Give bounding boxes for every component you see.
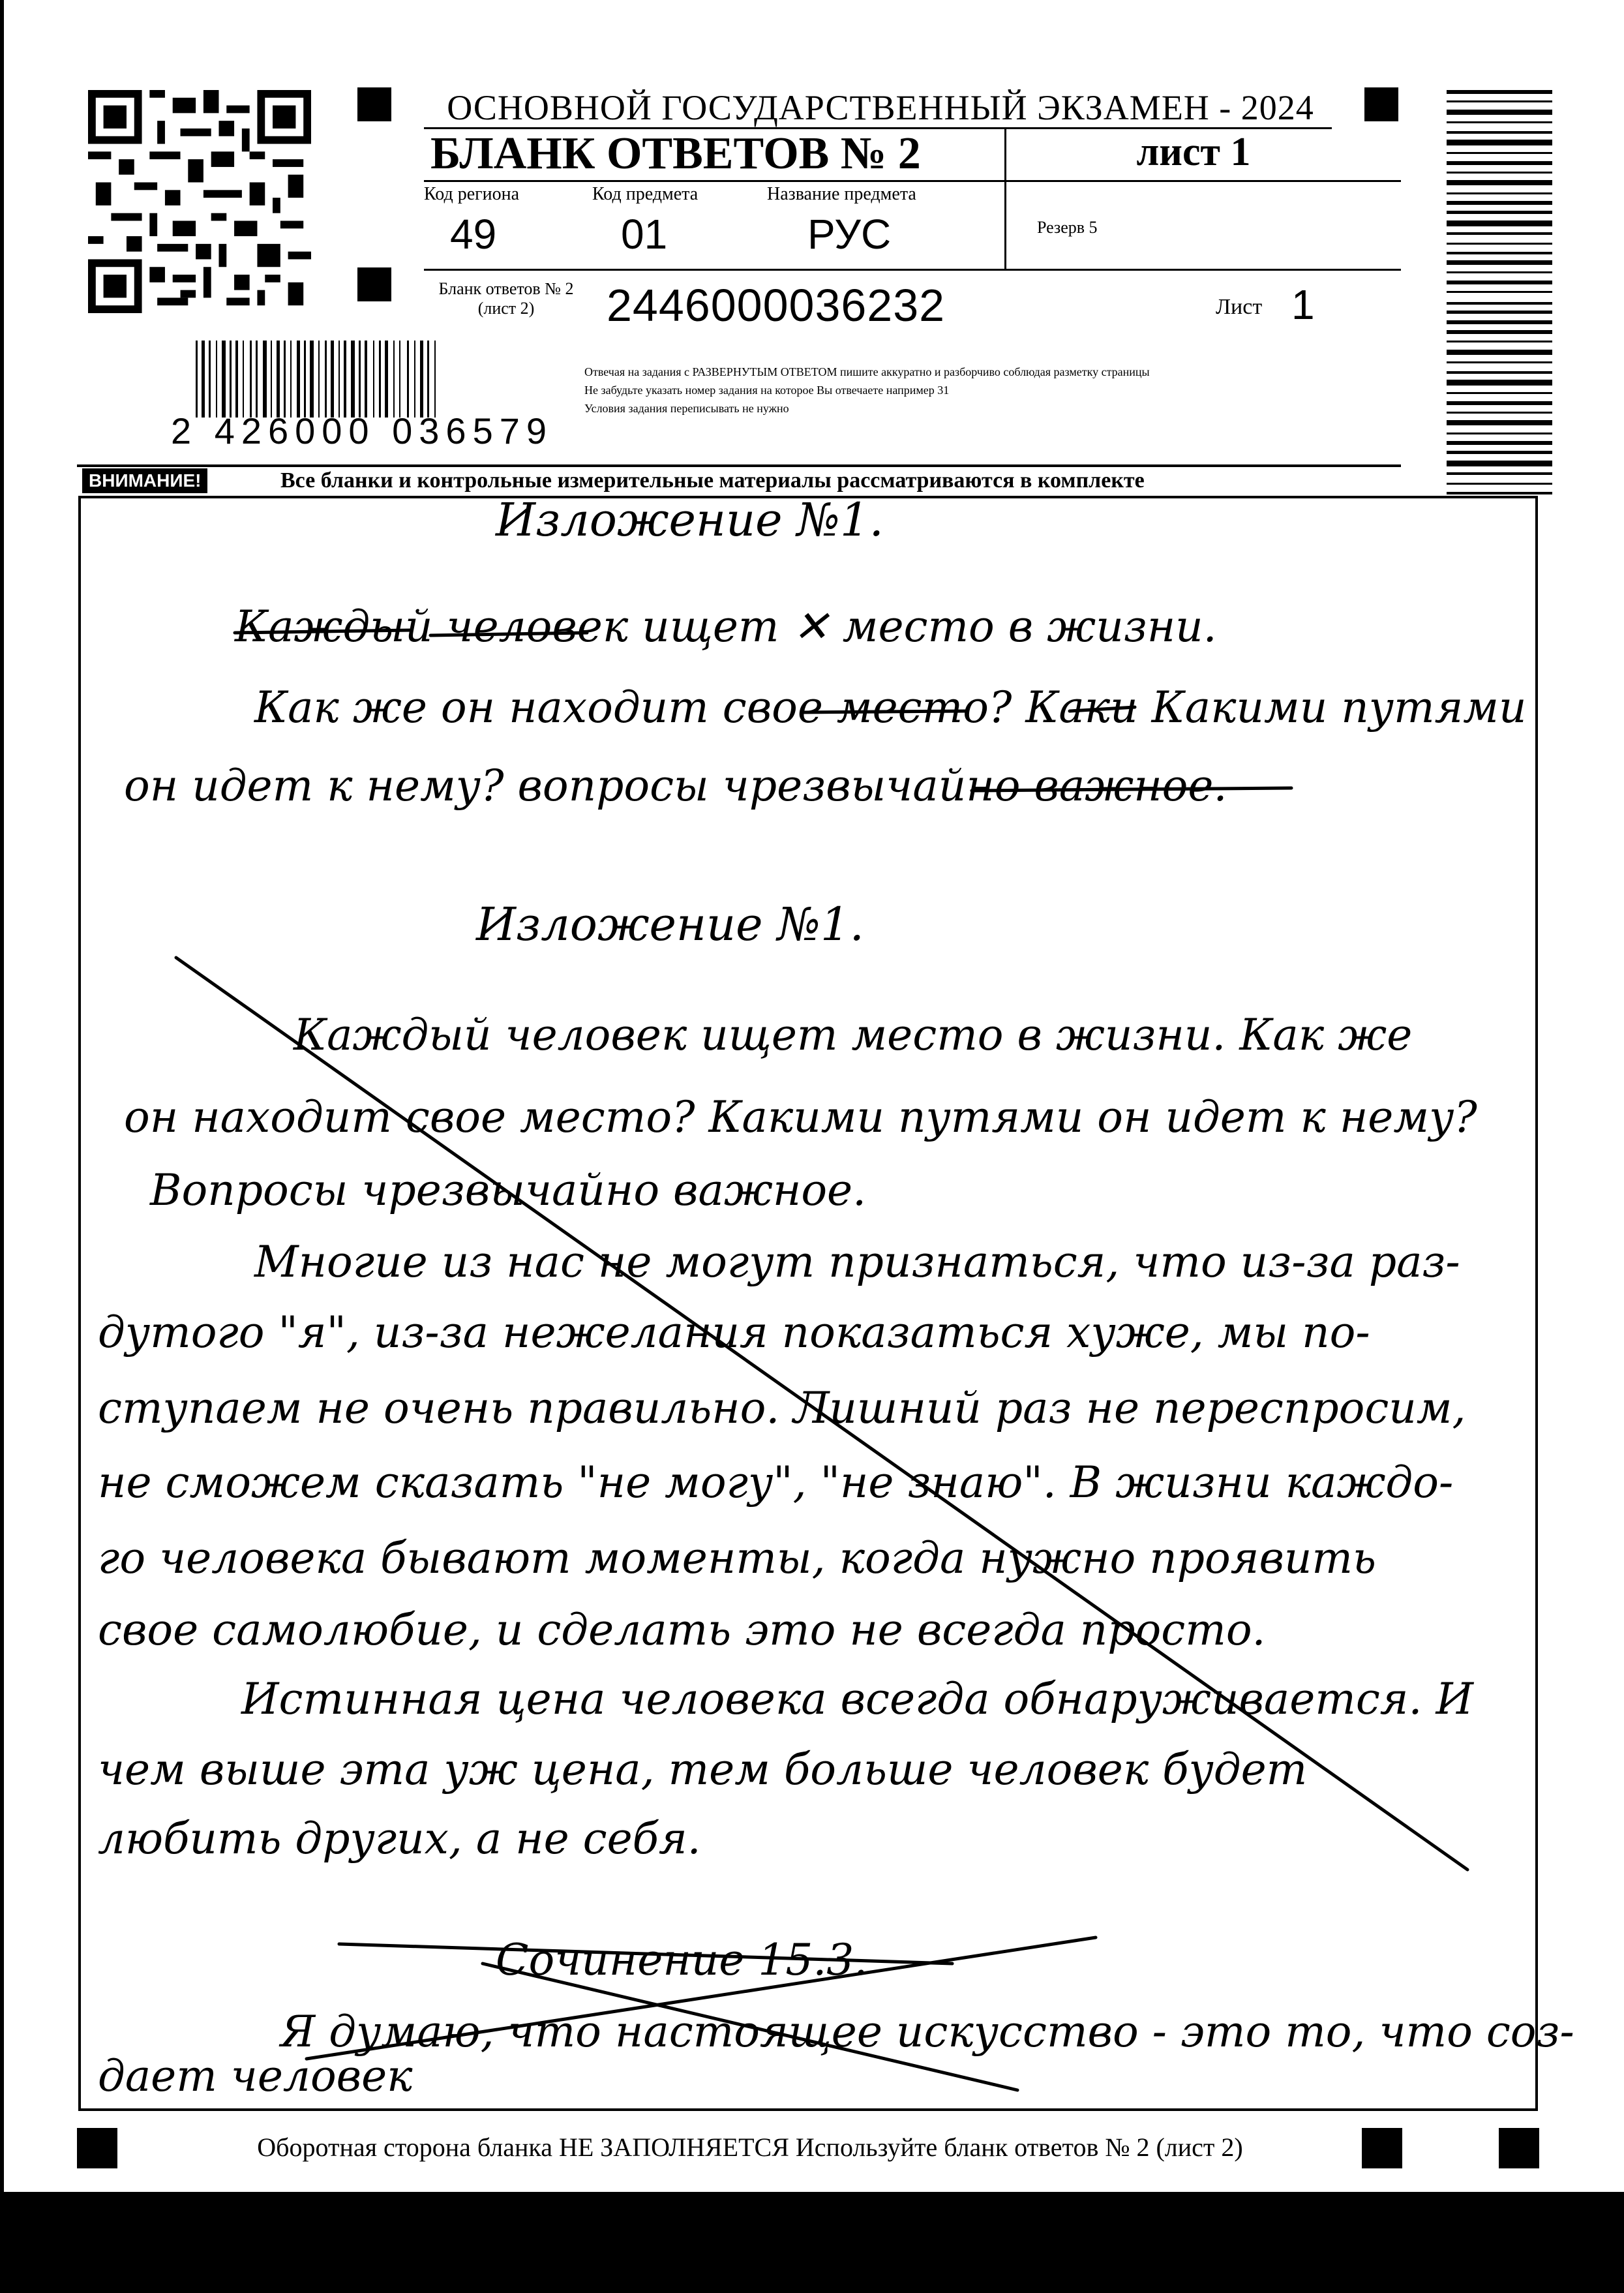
- instruction-line: Отвечая на задания с РАЗВЕРНУТЫМ ОТВЕТОМ пишите аккуратно и разборчиво соблюдая разметку страницы: [584, 365, 1150, 378]
- barcode-bar: [331, 341, 334, 418]
- barcode-bar: [1447, 90, 1552, 94]
- barcode-bar: [393, 341, 395, 418]
- barcode-bar: [420, 341, 423, 418]
- barcode-bar: [407, 341, 409, 418]
- barcode-bar: [1447, 131, 1552, 134]
- registration-mark: [357, 267, 391, 301]
- form-title-divider: [1004, 128, 1006, 269]
- handwritten-line: Многие из нас не могут признаться, что из-за раз-: [254, 1237, 1460, 1287]
- side-barcode: [1447, 90, 1552, 497]
- barcode-bar: [1447, 311, 1552, 314]
- handwritten-line: Изложение №1.: [476, 898, 864, 951]
- attention-badge: ВНИМАНИЕ!: [82, 468, 207, 493]
- barcode-bar: [1447, 291, 1552, 293]
- barcode-bar: [1447, 281, 1552, 284]
- row-line: [424, 180, 1401, 182]
- barcode-bar: [399, 341, 400, 418]
- barcode-bar: [414, 341, 415, 418]
- barcode-bar: [1447, 110, 1552, 115]
- qr-code: [83, 90, 316, 313]
- subject-name-value: РУС: [807, 211, 892, 258]
- barcode-bar: [222, 341, 226, 418]
- instruction-line: Условия задания переписывать не нужно: [584, 402, 789, 415]
- scan-left-edge: [0, 0, 4, 2192]
- barcode-bar: [1447, 121, 1552, 123]
- region-label: Код региона: [424, 184, 520, 204]
- barcode-bar: [379, 341, 381, 418]
- barcode-number: 2 426000 036579: [171, 410, 553, 451]
- barcode-bar: [256, 341, 258, 418]
- sheet-title: лист 1: [1136, 130, 1251, 174]
- barcode-bar: [338, 341, 340, 418]
- barcode-bar: [427, 341, 429, 418]
- barcode-bar: [230, 341, 232, 418]
- form-title: БЛАНК ОТВЕТОВ № 2: [430, 129, 921, 179]
- barcode-bar: [373, 341, 374, 418]
- attention-text: Все бланки и контрольные измерительные материалы рассматриваются в комплекте: [280, 468, 1145, 493]
- barcode-bar: [1447, 483, 1552, 485]
- instruction-line: Не забудьте указать номер задания на которое Вы отвечаете например 31: [584, 384, 950, 397]
- barcode: [196, 341, 535, 418]
- handwritten-line: не сможем сказать "не могу", "не знаю". В жизни каждо-: [98, 1457, 1454, 1508]
- sheet-label: Лист: [1216, 295, 1263, 319]
- reserve-label: Резерв 5: [1037, 218, 1098, 237]
- subject-code-value: 01: [621, 211, 668, 258]
- barcode-bar: [1447, 243, 1552, 245]
- handwritten-line: любить других, а не себя.: [98, 1814, 701, 1864]
- barcode-bar: [1447, 201, 1552, 205]
- barcode-bar: [365, 341, 367, 418]
- barcode-bar: [202, 341, 205, 418]
- barcode-bar: [263, 341, 267, 418]
- barcode-bar: [1447, 371, 1552, 374]
- barcode-bar: [1447, 211, 1552, 214]
- barcode-bar: [344, 341, 346, 418]
- barcode-bar: [318, 341, 320, 418]
- scan-border: [0, 2192, 1624, 2293]
- barcode-bar: [1447, 472, 1552, 475]
- handwritten-line: дутого "я", из-за нежелания показаться хуже, мы по-: [98, 1307, 1370, 1358]
- barcode-bar: [1447, 420, 1552, 425]
- barcode-bar: [243, 341, 244, 418]
- barcode-bar: [216, 341, 217, 418]
- registration-mark: [1499, 2128, 1539, 2168]
- handwritten-line: Вопросы чрезвычайно важное.: [150, 1165, 867, 1215]
- barcode-bar: [1447, 140, 1552, 145]
- handwritten-line: Изложение №1.: [496, 493, 884, 547]
- handwritten-line: чем выше эта уж цена, тем больше человек будет: [98, 1744, 1308, 1795]
- handwritten-line: го человека бывают моменты, когда нужно проявить: [98, 1533, 1376, 1583]
- handwritten-line: свое самолюбие, и сделать это не всегда просто.: [98, 1605, 1266, 1655]
- form-ref-label-line1: Бланк ответов № 2: [438, 279, 574, 298]
- registration-mark: [77, 2128, 117, 2168]
- barcode-bar: [1447, 392, 1552, 394]
- barcode-bar: [1447, 361, 1552, 363]
- region-value: 49: [450, 211, 497, 258]
- handwritten-line: Каждый человек ищет место в жизни. Как же: [293, 1010, 1413, 1060]
- exam-title: ОСНОВНОЙ ГОСУДАРСТВЕННЫЙ ЭКЗАМЕН - 2024: [447, 88, 1314, 127]
- handwritten-line: Истинная цена человека всегда обнаруживается. И: [241, 1674, 1474, 1724]
- barcode-bar: [209, 341, 211, 418]
- registration-mark: [357, 87, 391, 121]
- barcode-bar: [1447, 330, 1552, 334]
- form-number: 2446000036232: [607, 280, 946, 331]
- header-bottom-line: [77, 464, 1401, 467]
- barcode-bar: [1447, 172, 1552, 174]
- handwritten-line: Я думаю, что настоящее искусство - это то, что соз-: [280, 2007, 1574, 2057]
- barcode-bar: [1447, 451, 1552, 454]
- barcode-bar: [304, 341, 306, 418]
- instructions: [584, 363, 1150, 418]
- barcode-bar: [325, 341, 327, 418]
- barcode-bar: [1447, 401, 1552, 405]
- barcode-bar: [1447, 302, 1552, 305]
- handwritten-line: он идет к нему? вопросы чрезвычайно важное.: [124, 761, 1227, 811]
- barcode-bar: [250, 341, 252, 418]
- barcode-bar: [1447, 161, 1552, 165]
- barcode-bar: [235, 341, 238, 418]
- barcode-bar: [290, 341, 292, 418]
- barcode-bar: [351, 341, 355, 418]
- barcode-bar: [277, 341, 280, 418]
- handwritten-line: он находит свое место? Какими путями он идет к нему?: [124, 1092, 1477, 1142]
- answer-frame: [78, 493, 1538, 2111]
- form-ref-label-line2: (лист 2): [477, 299, 535, 318]
- handwritten-line: Каждый человек ищет ✕ место в жизни.: [235, 601, 1217, 652]
- registration-mark: [1362, 2128, 1402, 2168]
- barcode-bar: [1447, 260, 1552, 265]
- barcode-bar: [1447, 152, 1552, 154]
- sheet-value: 1: [1291, 281, 1315, 328]
- barcode-bar: [1447, 461, 1552, 466]
- barcode-bar: [1447, 492, 1552, 494]
- barcode-bar: [434, 341, 436, 418]
- row-line: [424, 269, 1401, 271]
- registration-mark: [1364, 87, 1398, 121]
- barcode-bar: [1447, 180, 1552, 185]
- handwritten-line: дает человек: [98, 2051, 413, 2101]
- barcode-bar: [196, 341, 198, 418]
- barcode-bar: [1447, 232, 1552, 235]
- subject-code-label: Код предмета: [592, 184, 699, 204]
- footer-text: Оборотная сторона бланка НЕ ЗАПОЛНЯЕТСЯ Используйте бланк ответов № 2 (лист 2): [257, 2133, 1243, 2162]
- handwritten-line: ступаем не очень правильно. Лишний раз не переспросим,: [98, 1383, 1466, 1433]
- barcode-bar: [359, 341, 361, 418]
- barcode-bar: [1447, 271, 1552, 273]
- subject-name-label: Название предмета: [767, 184, 916, 204]
- barcode-bar: [1447, 100, 1552, 102]
- barcode-bar: [1447, 341, 1552, 342]
- handwritten-line: Как же он находит свое место? Каки Какими путями: [254, 682, 1527, 733]
- barcode-bar: [310, 341, 314, 418]
- barcode-bar: [1447, 433, 1552, 434]
- barcode-bar: [1447, 320, 1552, 324]
- barcode-bar: [385, 341, 388, 418]
- barcode-bar: [284, 341, 286, 418]
- barcode-bar: [1447, 192, 1552, 194]
- barcode-bar: [1447, 380, 1552, 386]
- barcode-bar: [271, 341, 272, 418]
- barcode-bar: [1447, 412, 1552, 414]
- form-ref-label: [415, 279, 597, 318]
- barcode-bar: [1447, 252, 1552, 254]
- handwritten-line: Сочинение 15.3.: [496, 1935, 868, 1985]
- barcode-bar: [1447, 350, 1552, 355]
- barcode-bar: [1447, 441, 1552, 445]
- barcode-bar: [297, 341, 300, 418]
- barcode-bar: [1447, 220, 1552, 226]
